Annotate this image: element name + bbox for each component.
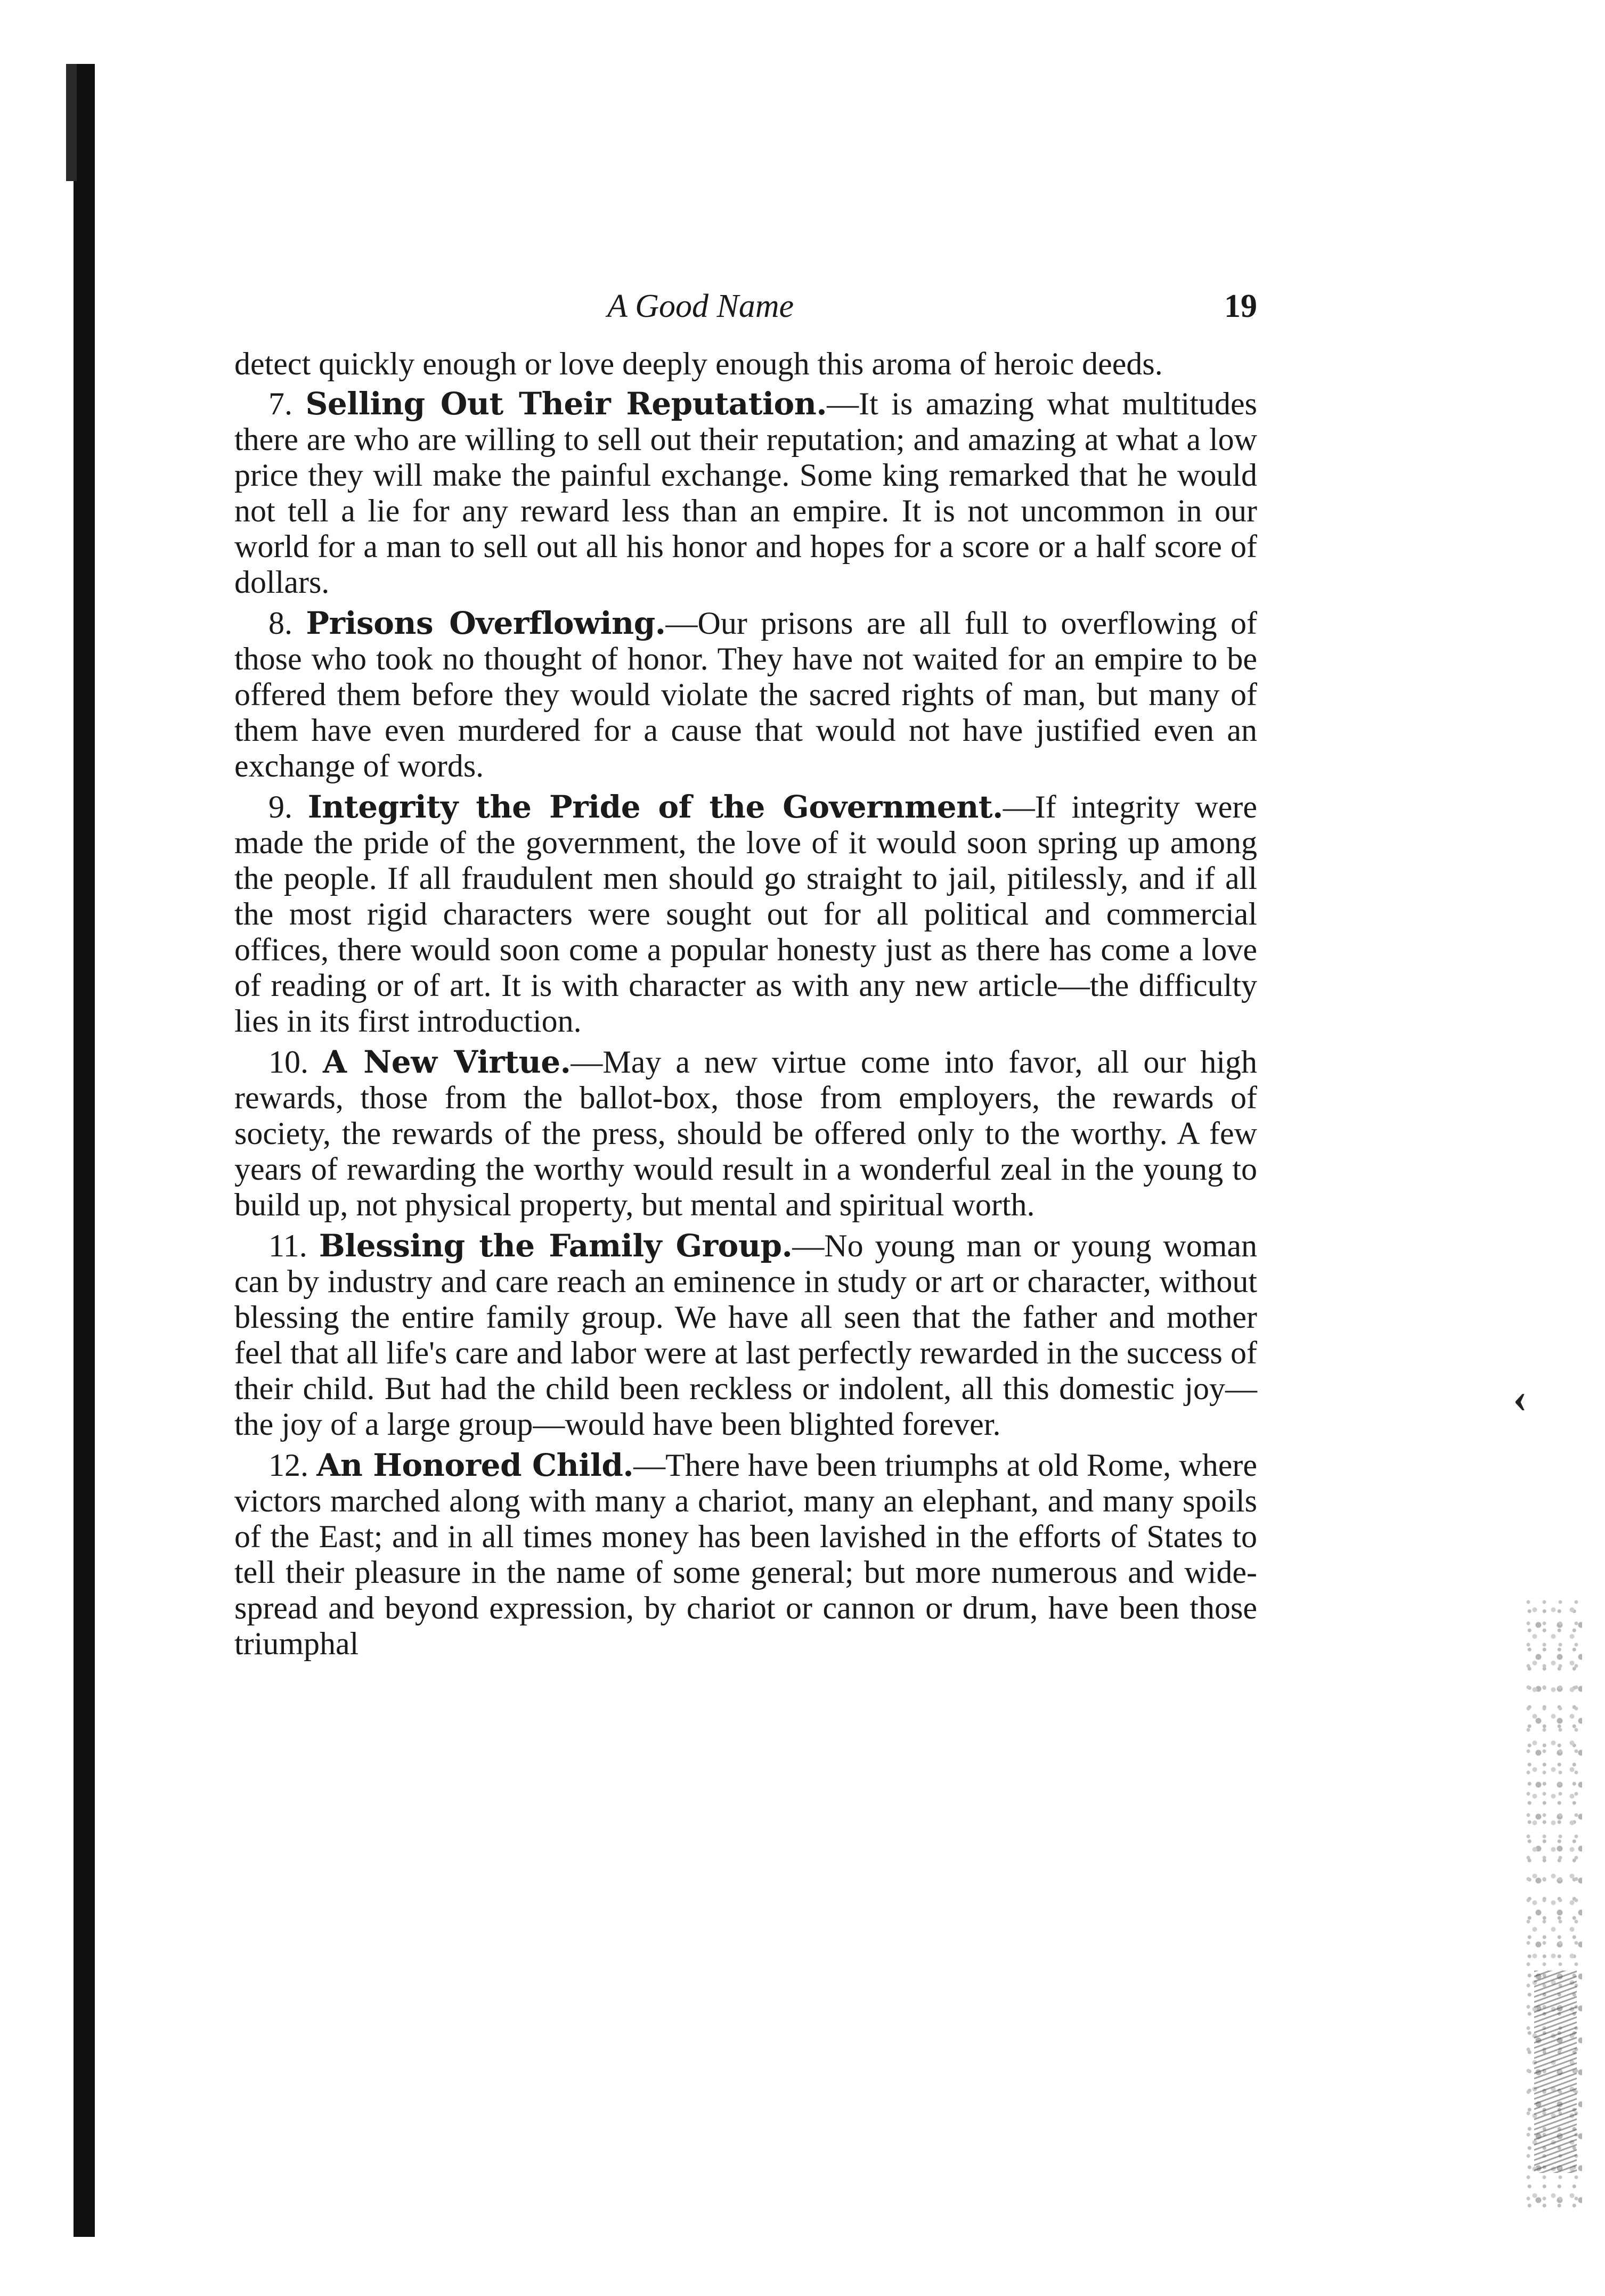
page-binding-edge — [74, 64, 95, 2237]
section-10 — [234, 1044, 1257, 1223]
section-heading: Integrity the Pride of the Government. — [307, 789, 1003, 825]
section-number: 8. — [268, 606, 292, 641]
section-12 — [234, 1448, 1257, 1662]
page-number: 19 — [1224, 288, 1257, 324]
section-number: 7. — [268, 386, 292, 421]
section-11 — [234, 1228, 1257, 1442]
section-heading: Blessing the Family Group. — [319, 1228, 793, 1264]
continued-paragraph: detect quickly enough or love deeply enough this aroma of heroic deeds. — [234, 346, 1163, 381]
section-heading: A New Virtue. — [323, 1044, 571, 1080]
section-number: 9. — [268, 789, 292, 824]
section-9 — [234, 789, 1257, 1039]
section-text: —Our prisons are all full to overflowing of those who took no thought of honor. They have not waited for an empire to be offered them before they would violate the sacred rights of man, but many of them have even murdered for a cause that would not have justified even an exchange of words. — [234, 606, 1257, 783]
section-8 — [234, 606, 1257, 784]
section-text: —There have been triumphs at old Rome, where victors marched along with many a chariot, many an elephant, and many spoils of the East; and in all times money has been lavished in the efforts of States to tell their pleasure in the name of some general; but more numerous and wide-spread and beyond expression, by chariot or cannon or drum, have been those triumphal — [234, 1448, 1257, 1661]
page-binding-shadow — [66, 64, 77, 181]
section-text: —If integrity were made the pride of the government, the love of it would soon spring up among the people. If all fraudulent men should go straight to jail, pitilessly, and if all the most rigid characters were sought out for all political and commercial offices, there would soon come a popular honesty just as there has come a love of reading or of art. It is with character as with any new article—the difficulty lies in its first introduction. — [234, 789, 1257, 1039]
section-text: —May a new virtue come into favor, all our high rewards, those from the ballot-box, those from employers, the rewards of society, the rewards of the press, should be offered only to the worthy. A few years of rewarding the worthy would result in a wonderful zeal in the young to build up, not physical property, but mental and spiritual worth. — [234, 1044, 1258, 1222]
margin-mark: ‹ — [1513, 1375, 1527, 1421]
running-title: A Good Name — [607, 288, 794, 324]
section-heading: Prisons Overflowing. — [306, 605, 666, 641]
book-page — [234, 288, 1257, 1667]
section-number: 10. — [268, 1044, 308, 1080]
section-number: 12. — [268, 1448, 308, 1483]
section-heading: An Honored Child. — [316, 1447, 634, 1483]
section-number: 11. — [268, 1228, 307, 1263]
section-7 — [234, 386, 1257, 600]
section-text: —It is amazing what multitudes there are who are willing to sell out their reputation; and amazing at what a low price they will make the painful exchange. Some king remarked that he would not tell a lie for any reward less than an empire. It is not uncommon in our world for a man to sell out all his honor and hopes for a score or a half score of dollars. — [234, 386, 1258, 600]
section-text: —No young man or young woman can by industry and care reach an eminence in study or art or character, without blessing the entire family group. We have all seen that the father and mother feel that all life's care and labor were at last perfectly rewarded in the success of their child. But had the child been reckless or indolent, all this domestic joy—the joy of a large group—would have been blighted forever. — [234, 1228, 1258, 1442]
scan-speckle-dark — [1534, 1971, 1577, 2173]
running-head — [234, 288, 1257, 346]
section-heading: Selling Out Their Reputation. — [305, 386, 827, 422]
